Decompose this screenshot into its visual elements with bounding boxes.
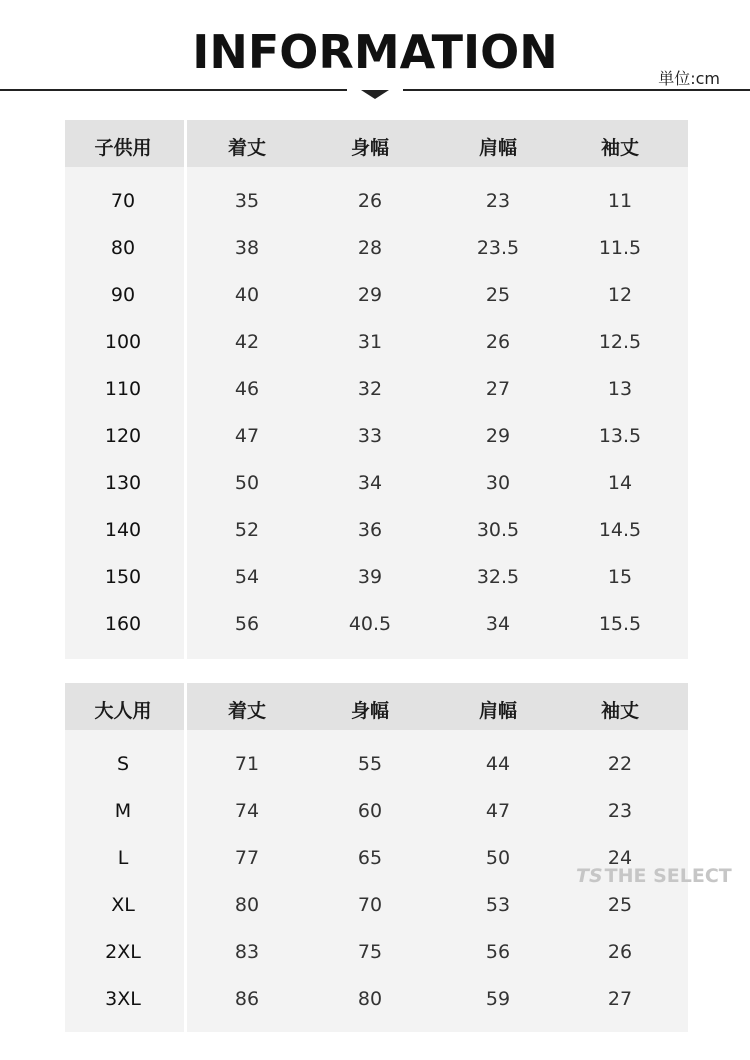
table-cell: 27: [485, 378, 511, 400]
table-cell: 40.5: [348, 613, 392, 635]
table-cell: 32.5: [476, 566, 520, 588]
title-rule-right: [403, 89, 750, 91]
table-cell: 53: [485, 894, 511, 916]
table-cell: 47: [234, 425, 260, 447]
table-cell: 80: [234, 894, 260, 916]
table-header-cell: 肩幅: [478, 137, 517, 159]
size-table-kids: [65, 120, 688, 659]
table-cell: 46: [234, 378, 260, 400]
size-label: 120: [104, 425, 142, 447]
table-cell: 26: [607, 941, 633, 963]
size-label: 2XL: [105, 941, 141, 963]
table-cell: 55: [357, 753, 383, 775]
table-cell: 70: [357, 894, 383, 916]
table-cell: 36: [357, 519, 383, 541]
table-header-cell: 着丈: [227, 700, 266, 722]
table-cell: 12.5: [598, 331, 642, 353]
table-cell: 47: [485, 800, 511, 822]
table-cell: 40: [234, 284, 260, 306]
size-label: 80: [110, 237, 136, 259]
table-cell: 14: [607, 472, 633, 494]
table-header-cell: 袖丈: [600, 700, 639, 722]
table-cell: 26: [485, 331, 511, 353]
table-cell: 52: [234, 519, 260, 541]
table-cell: 11.5: [598, 237, 642, 259]
size-label: 130: [104, 472, 142, 494]
table-header-cell: 着丈: [227, 137, 266, 159]
unit-label: 単位:cm: [658, 69, 720, 88]
table-cell: 25: [607, 894, 633, 916]
watermark: [576, 865, 732, 887]
table-cell: 23.5: [476, 237, 520, 259]
size-label: XL: [111, 894, 135, 916]
table-cell: 44: [485, 753, 511, 775]
table-cell: 65: [357, 847, 383, 869]
table-cell: 34: [485, 613, 511, 635]
table-cell: 23: [607, 800, 633, 822]
table-cell: 39: [357, 566, 383, 588]
table-cell: 22: [607, 753, 633, 775]
size-label: M: [114, 800, 132, 822]
table-header-category: 大人用: [94, 700, 152, 722]
table-cell: 27: [607, 988, 633, 1010]
table-cell: 50: [234, 472, 260, 494]
table-header-cell: 身幅: [350, 137, 389, 159]
table-cell: 25: [485, 284, 511, 306]
table-cell: 74: [234, 800, 260, 822]
table-cell: 35: [234, 190, 260, 212]
table-cell: 83: [234, 941, 260, 963]
size-table-adults: [65, 683, 688, 1032]
size-label: 70: [110, 190, 136, 212]
size-label: L: [117, 847, 129, 869]
table-cell: 75: [357, 941, 383, 963]
table-cell: 54: [234, 566, 260, 588]
table-cell: 14.5: [598, 519, 642, 541]
table-cell: 38: [234, 237, 260, 259]
table-cell: 26: [357, 190, 383, 212]
title-rule-left: [0, 89, 347, 91]
size-label: 100: [104, 331, 142, 353]
table-cell: 71: [234, 753, 260, 775]
table-cell: 33: [357, 425, 383, 447]
table-header-cell: 肩幅: [478, 700, 517, 722]
table-cell: 56: [485, 941, 511, 963]
table-cell: 23: [485, 190, 511, 212]
table-cell: 50: [485, 847, 511, 869]
table-cell: 29: [357, 284, 383, 306]
table-header-cell: 身幅: [350, 700, 389, 722]
table-cell: 24: [607, 847, 633, 869]
table-cell: 13.5: [598, 425, 642, 447]
watermark-text: THE SELECT: [604, 865, 732, 887]
table-cell: 34: [357, 472, 383, 494]
size-label: 160: [104, 613, 142, 635]
table-cell: 42: [234, 331, 260, 353]
table-cell: 30.5: [476, 519, 520, 541]
table-cell: 15: [607, 566, 633, 588]
table-cell: 31: [357, 331, 383, 353]
table-header-cell: 袖丈: [600, 137, 639, 159]
watermark-logo-icon: TS: [576, 865, 603, 887]
table-cell: 29: [485, 425, 511, 447]
table-cell: 32: [357, 378, 383, 400]
column-divider: [184, 683, 187, 1032]
table-cell: 15.5: [598, 613, 642, 635]
size-label: 90: [110, 284, 136, 306]
size-label: 150: [104, 566, 142, 588]
table-cell: 12: [607, 284, 633, 306]
table-cell: 56: [234, 613, 260, 635]
title-notch: [361, 90, 389, 99]
size-label: 110: [104, 378, 142, 400]
size-label: S: [116, 753, 130, 775]
table-cell: 59: [485, 988, 511, 1010]
size-label: 3XL: [105, 988, 141, 1010]
table-cell: 13: [607, 378, 633, 400]
size-label: 140: [104, 519, 142, 541]
table-cell: 60: [357, 800, 383, 822]
table-cell: 28: [357, 237, 383, 259]
table-cell: 86: [234, 988, 260, 1010]
table-cell: 30: [485, 472, 511, 494]
column-divider: [184, 120, 187, 659]
table-cell: 77: [234, 847, 260, 869]
table-header-category: 子供用: [94, 137, 152, 159]
table-cell: 11: [607, 190, 633, 212]
page-title: INFORMATION: [192, 25, 558, 79]
table-cell: 80: [357, 988, 383, 1010]
